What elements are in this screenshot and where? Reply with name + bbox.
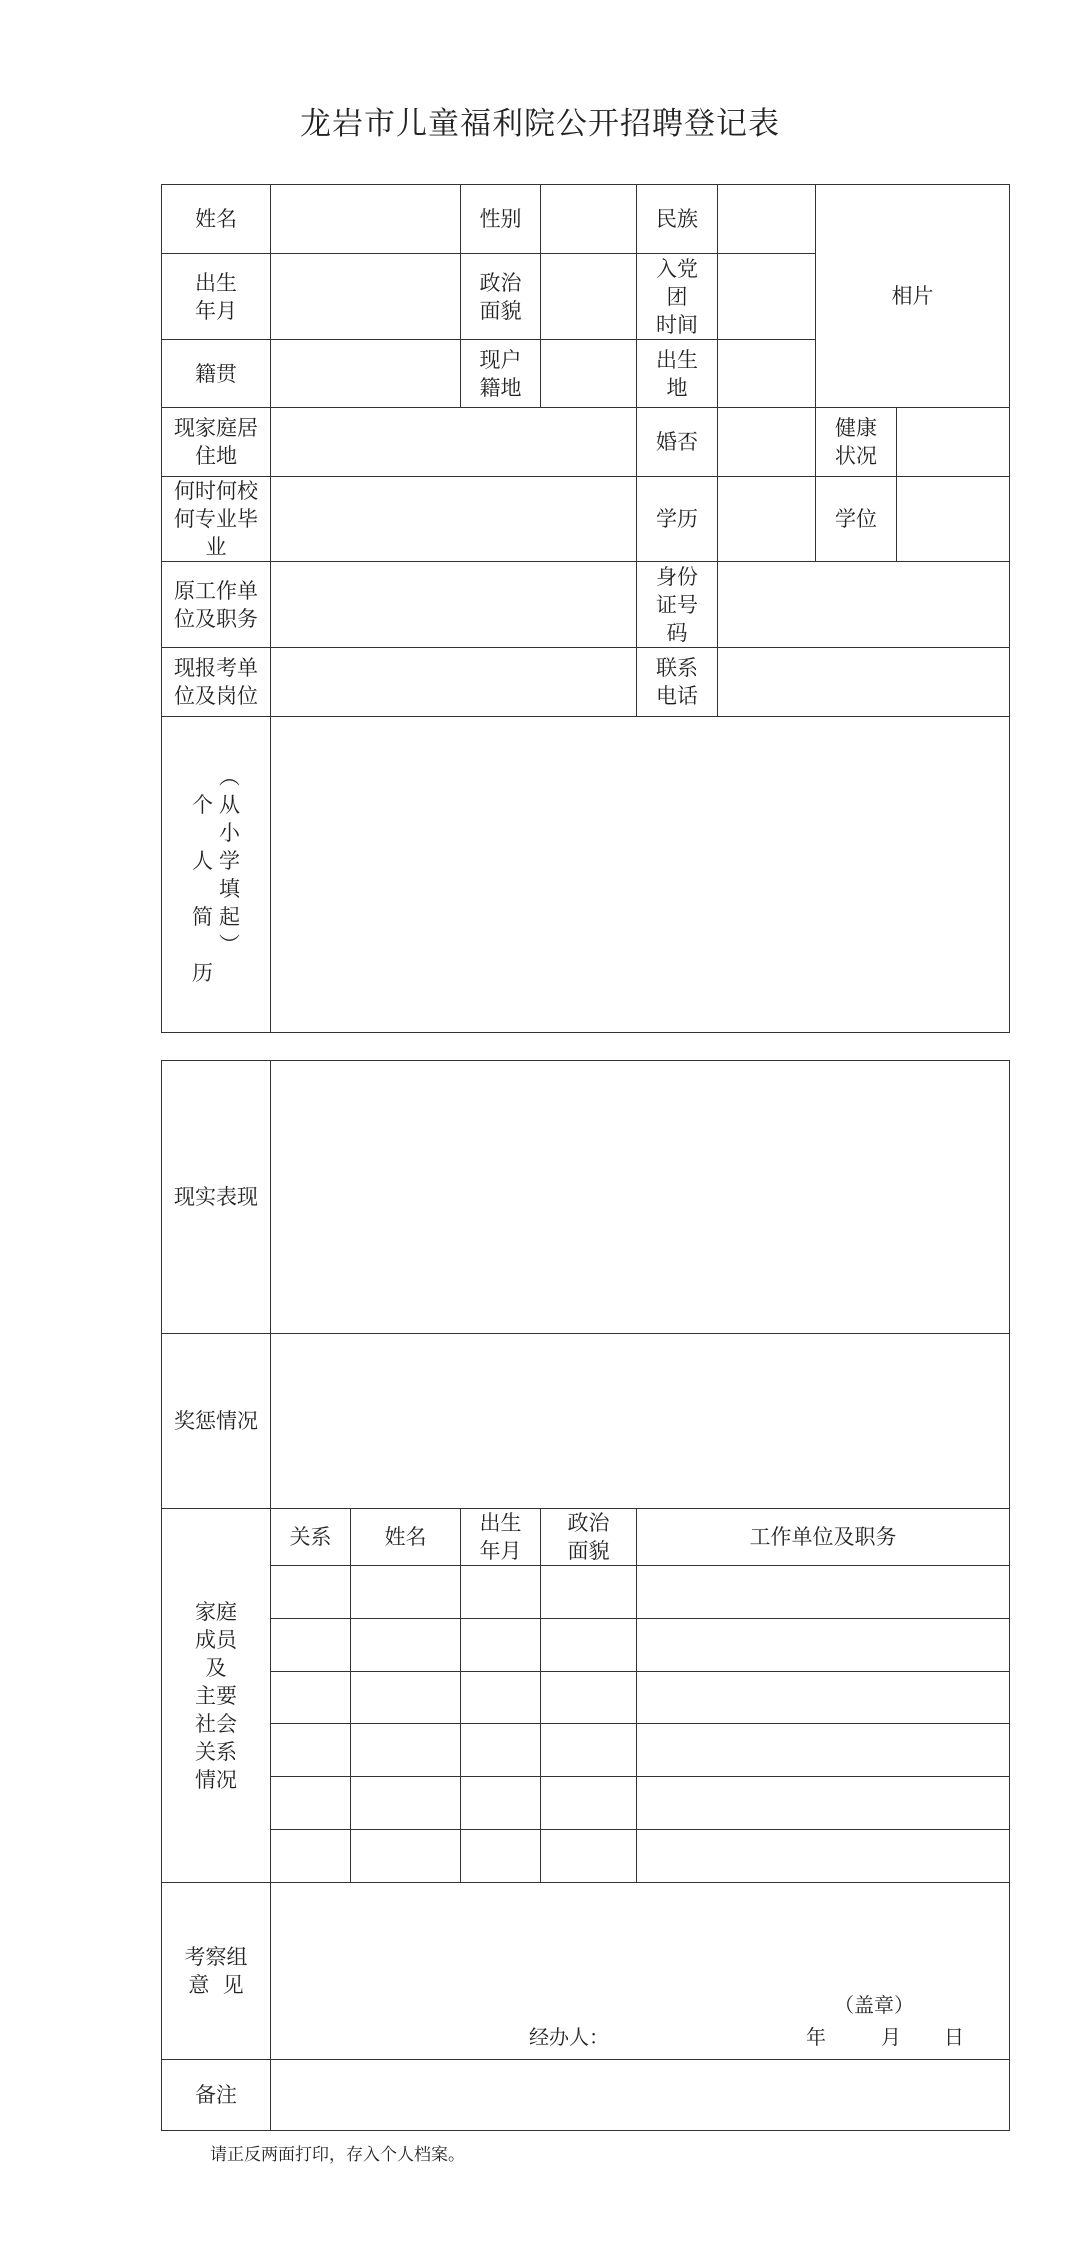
former-job-label-line2: 位及职务 [174,606,258,631]
resume-char: 人 [192,848,213,873]
resume-char: 历 [192,960,213,985]
family-birth-field[interactable] [461,1672,541,1724]
review-opinion-label [162,1883,271,2060]
resume-note-char: 学 [219,848,240,873]
join-date-label-line3: 时间 [656,312,698,337]
registration-table-part1 [161,184,1010,1033]
residence-field[interactable] [271,408,637,477]
residence-label-line1: 现家庭居 [174,416,258,440]
family-name-field[interactable] [351,1672,461,1724]
performance-field[interactable] [271,1061,1010,1334]
birth-date-field[interactable] [271,254,461,340]
family-name-field[interactable] [351,1724,461,1777]
health-label-line1: 健康 [835,416,877,440]
family-political-field[interactable] [541,1830,637,1883]
hukou-label [461,340,541,408]
apply-position-label-line2: 位及岗位 [174,684,258,708]
family-label-line: 主要 [195,1683,237,1708]
resume-field[interactable] [271,717,1010,1033]
family-row [162,1619,1010,1672]
native-place-field[interactable] [271,340,461,408]
birthplace-label [637,340,718,408]
resume-note-char: 填 [219,876,240,901]
family-header-name: 姓名 [351,1509,461,1566]
phone-label-line2: 电话 [656,684,698,708]
ethnicity-label: 民族 [637,185,718,254]
political-label-line2: 面貌 [479,298,522,323]
handler-label: 经办人： [529,2025,609,2049]
residence-label [162,408,271,477]
degree-label: 学位 [816,477,897,562]
remarks-label: 备注 [162,2060,271,2131]
family-label [162,1509,271,1883]
birth-date-label-line2: 年月 [195,298,237,323]
family-work-field[interactable] [637,1724,1010,1777]
performance-label: 现实表现 [162,1061,271,1334]
resume-note-char: ︵ [219,764,240,789]
education-field[interactable] [718,477,816,562]
family-header-political-line2: 面貌 [567,1539,610,1563]
former-job-label-line1: 原工作单 [174,578,258,603]
marital-label: 婚否 [637,408,718,477]
family-header-political [541,1509,637,1566]
family-relation-field[interactable] [271,1672,351,1724]
apply-position-label [162,648,271,717]
family-header-birth-line1: 出生 [479,1511,522,1535]
stamp-note: （盖章） [834,1993,915,2017]
form-title: 龙岩市儿童福利院公开招聘登记表 [300,106,780,142]
id-number-label [637,562,718,648]
date-day-label: 日 [944,2025,964,2049]
birth-date-label [162,254,271,340]
id-number-label-line3: 码 [666,620,688,645]
hukou-label-line1: 现户 [479,347,522,372]
family-label-line: 及 [205,1655,227,1680]
family-political-field[interactable] [541,1619,637,1672]
family-row [162,1566,1010,1619]
family-work-field[interactable] [637,1566,1010,1619]
degree-field[interactable] [897,477,1010,562]
family-header-birth-line2: 年月 [479,1539,522,1563]
residence-label-line2: 住地 [195,444,237,468]
family-row [162,1830,1010,1883]
hukou-field[interactable] [541,340,637,408]
family-relation-field[interactable] [271,1830,351,1883]
political-label-line1: 政治 [479,270,522,295]
family-relation-field[interactable] [271,1619,351,1672]
resume-label-col1 [192,763,213,987]
family-row [162,1672,1010,1724]
family-label-line: 家庭 [195,1599,237,1624]
name-field[interactable] [271,185,461,254]
health-label [816,408,897,477]
review-opinion-field[interactable] [271,1883,1010,2060]
family-row [162,1724,1010,1777]
resume-note-char: 小 [219,820,240,845]
family-birth-field[interactable] [461,1777,541,1830]
birthplace-label-line1: 出生 [656,347,698,372]
resume-label [162,717,271,1033]
phone-field[interactable] [718,648,1010,717]
school-label [162,477,271,562]
family-row [162,1777,1010,1830]
birthplace-label-line2: 地 [666,375,688,400]
family-work-field[interactable] [637,1672,1010,1724]
rewards-field[interactable] [271,1334,1010,1509]
family-header-birth [461,1509,541,1566]
resume-char: 简 [192,904,213,929]
family-birth-field[interactable] [461,1619,541,1672]
education-label: 学历 [637,477,718,562]
school-field[interactable] [271,477,637,562]
date-year-label: 年 [806,2025,826,2049]
date-month-label: 月 [881,2025,901,2049]
gender-label: 性别 [461,185,541,254]
review-sign-area [271,1883,1009,2059]
political-label [461,254,541,340]
birth-date-label-line1: 出生 [195,270,237,295]
family-name-field[interactable] [351,1566,461,1619]
name-label: 姓名 [162,185,271,254]
phone-label [637,648,718,717]
family-header-political-line1: 政治 [567,1511,610,1535]
photo-box[interactable]: 相片 [816,185,1010,408]
join-date-field[interactable] [718,254,816,340]
phone-label-line1: 联系 [656,656,698,680]
family-work-field[interactable] [637,1830,1010,1883]
school-label-line3: 业 [205,535,227,559]
health-field[interactable] [897,408,1010,477]
hukou-label-line2: 籍地 [479,375,522,400]
family-birth-field[interactable] [461,1830,541,1883]
family-header-work: 工作单位及职务 [637,1509,1010,1566]
id-number-field[interactable] [718,562,1010,648]
family-political-field[interactable] [541,1724,637,1777]
family-birth-field[interactable] [461,1724,541,1777]
political-field[interactable] [541,254,637,340]
family-label-line: 关系 [195,1739,237,1764]
resume-label-vertical [192,763,240,987]
family-label-line: 情况 [195,1767,237,1792]
resume-note-char: 起 [219,904,240,929]
join-date-label-line1: 入党 [656,256,698,281]
resume-label-col2 [219,763,240,959]
family-name-field[interactable] [351,1619,461,1672]
family-political-field[interactable] [541,1566,637,1619]
family-birth-field[interactable] [461,1566,541,1619]
native-place-label: 籍贯 [162,340,271,408]
join-date-label [637,254,718,340]
rewards-label: 奖惩情况 [162,1334,271,1509]
apply-position-label-line1: 现报考单 [174,656,258,680]
health-label-line2: 状况 [835,444,877,468]
id-number-label-line2: 证号 [656,592,698,617]
former-job-label [162,562,271,648]
id-number-label-line1: 身份 [656,564,698,589]
family-header-relation: 关系 [271,1509,351,1566]
family-relation-field[interactable] [271,1566,351,1619]
ethnicity-field[interactable] [718,185,816,254]
apply-position-field[interactable] [271,648,637,717]
registration-table-part2 [161,1060,1010,2131]
print-footnote: 请正反两面打印，存入个人档案。 [210,2145,465,2165]
family-label-line: 成员 [195,1627,237,1652]
family-political-field[interactable] [541,1672,637,1724]
family-work-field[interactable] [637,1619,1010,1672]
family-label-line: 社会 [195,1711,237,1736]
family-label-vertical [162,1598,270,1794]
marital-field[interactable] [718,408,816,477]
review-opinion-label-line1: 考察组 [184,1945,248,1969]
family-political-field[interactable] [541,1777,637,1830]
school-label-line2: 何专业毕 [174,507,258,531]
former-job-field[interactable] [271,562,637,648]
family-relation-field[interactable] [271,1777,351,1830]
family-name-field[interactable] [351,1777,461,1830]
family-work-field[interactable] [637,1777,1010,1830]
family-relation-field[interactable] [271,1724,351,1777]
remarks-field[interactable] [271,2060,1010,2131]
school-label-line1: 何时何校 [174,479,258,503]
join-date-label-line2: 团 [666,284,688,309]
gender-field[interactable] [541,185,637,254]
resume-note-char: 从 [219,792,240,817]
birthplace-field[interactable] [718,340,816,408]
resume-note-char: ︶ [219,932,240,957]
resume-char: 个 [192,792,213,817]
review-opinion-label-line2: 意 见 [188,1973,244,1997]
family-name-field[interactable] [351,1830,461,1883]
